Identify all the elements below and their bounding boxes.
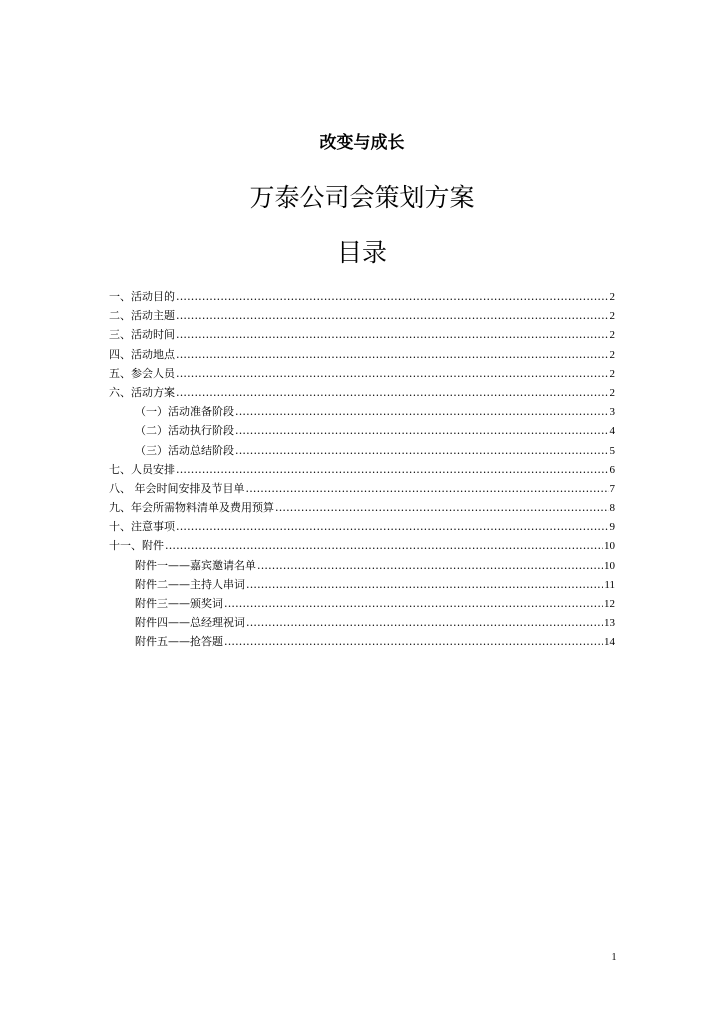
toc-entry[interactable]: [109, 441, 615, 460]
toc-entry[interactable]: [109, 613, 615, 632]
toc-dot-leader: [224, 594, 603, 613]
toc-entry-page: 12: [604, 598, 615, 610]
toc-entry-label: 七、人员安排: [109, 462, 175, 476]
toc-entry-label: 附件五——抢答题: [135, 635, 223, 649]
toc-entry[interactable]: [109, 575, 615, 594]
toc-entry-page: 11: [604, 578, 615, 591]
toc-dot-leader: [246, 613, 603, 632]
toc-entry[interactable]: [109, 345, 615, 364]
toc-dot-leader: [246, 479, 609, 498]
toc-entry-page: 2: [609, 291, 615, 303]
toc-entry-page: 14: [604, 636, 615, 649]
document-title: 万泰公司会策划方案: [249, 183, 475, 212]
toc-entry[interactable]: [109, 632, 615, 651]
toc-dot-leader: [176, 517, 609, 536]
toc-entry-label: 附件四——总经理祝词: [135, 616, 245, 630]
toc-entry-page: 2: [609, 367, 615, 380]
toc-entry-label: （一）活动准备阶段: [135, 405, 234, 419]
toc-entry-label: 八、 年会时间安排及节目单: [109, 481, 245, 495]
toc-dot-leader: [257, 556, 603, 575]
toc-entry-label: 四、活动地点: [109, 347, 175, 361]
toc-entry[interactable]: [109, 325, 615, 344]
toc-dot-leader: [235, 441, 609, 460]
toc-dot-leader: [176, 460, 609, 479]
toc-entry-label: （二）活动执行阶段: [135, 424, 234, 438]
toc-entry-page: 13: [604, 617, 615, 630]
toc-dot-leader: [176, 287, 609, 306]
toc-entry-label: （三）活动总结阶段: [135, 443, 234, 457]
toc-entry[interactable]: [109, 479, 615, 498]
toc-entry[interactable]: [109, 421, 615, 440]
toc-entry[interactable]: [109, 594, 615, 613]
toc-entry-label: 十、注意事项: [109, 520, 175, 534]
toc-entry[interactable]: [109, 306, 615, 325]
toc-entry-page: 8: [609, 502, 615, 515]
toc-entry-label: 三、活动时间: [109, 328, 175, 342]
toc-entry-page: 3: [609, 406, 615, 419]
table-of-contents: [109, 287, 615, 652]
toc-entry-page: 2: [609, 386, 615, 399]
toc-entry-page: 4: [609, 425, 615, 438]
toc-entry[interactable]: [109, 364, 615, 383]
toc-entry-page: 2: [609, 329, 615, 342]
toc-entry-page: 5: [609, 444, 615, 457]
toc-entry-page: 6: [609, 463, 615, 476]
toc-entry-page: 7: [609, 482, 615, 495]
toc-entry-page: 10: [604, 540, 615, 553]
toc-entry[interactable]: [109, 498, 615, 517]
toc-dot-leader: [176, 383, 609, 402]
toc-dot-leader: [224, 632, 603, 651]
toc-entry-label: 附件三——颁奖词: [135, 597, 223, 610]
toc-entry[interactable]: [109, 287, 615, 306]
toc-entry-label: 附件二——主持人串词: [135, 577, 245, 591]
toc-entry-page: 2: [609, 348, 615, 361]
toc-dot-leader: [176, 345, 609, 364]
toc-dot-leader: [176, 325, 609, 344]
toc-entry-label: 九、年会所需物料清单及费用预算: [109, 501, 274, 515]
toc-entry-page: 10: [604, 559, 615, 572]
toc-dot-leader: [176, 306, 609, 325]
toc-heading: 目录: [336, 238, 387, 267]
toc-entry-label: 十一、附件: [109, 539, 164, 553]
toc-entry[interactable]: [109, 460, 615, 479]
toc-dot-leader: [246, 575, 603, 594]
toc-entry-label: 附件一——嘉宾邀请名单: [135, 558, 256, 572]
toc-entry-label: 二、活动主题: [109, 309, 175, 323]
document-subtitle: 改变与成长: [319, 133, 405, 153]
toc-entry-page: 9: [609, 521, 615, 534]
toc-entry[interactable]: [109, 556, 615, 575]
toc-entry[interactable]: [109, 402, 615, 421]
toc-entry[interactable]: [109, 517, 615, 536]
toc-entry-label: 一、活动目的: [109, 290, 175, 303]
toc-dot-leader: [235, 402, 609, 421]
toc-entry-label: 六、活动方案: [109, 385, 175, 399]
toc-dot-leader: [165, 536, 603, 555]
toc-entry[interactable]: [109, 536, 615, 555]
toc-dot-leader: [176, 364, 609, 383]
page-number: 1: [611, 952, 617, 963]
toc-entry[interactable]: [109, 383, 615, 402]
toc-dot-leader: [235, 421, 609, 440]
toc-entry-page: 2: [609, 310, 615, 323]
toc-entry-label: 五、参会人员: [109, 366, 175, 380]
toc-dot-leader: [275, 498, 609, 517]
